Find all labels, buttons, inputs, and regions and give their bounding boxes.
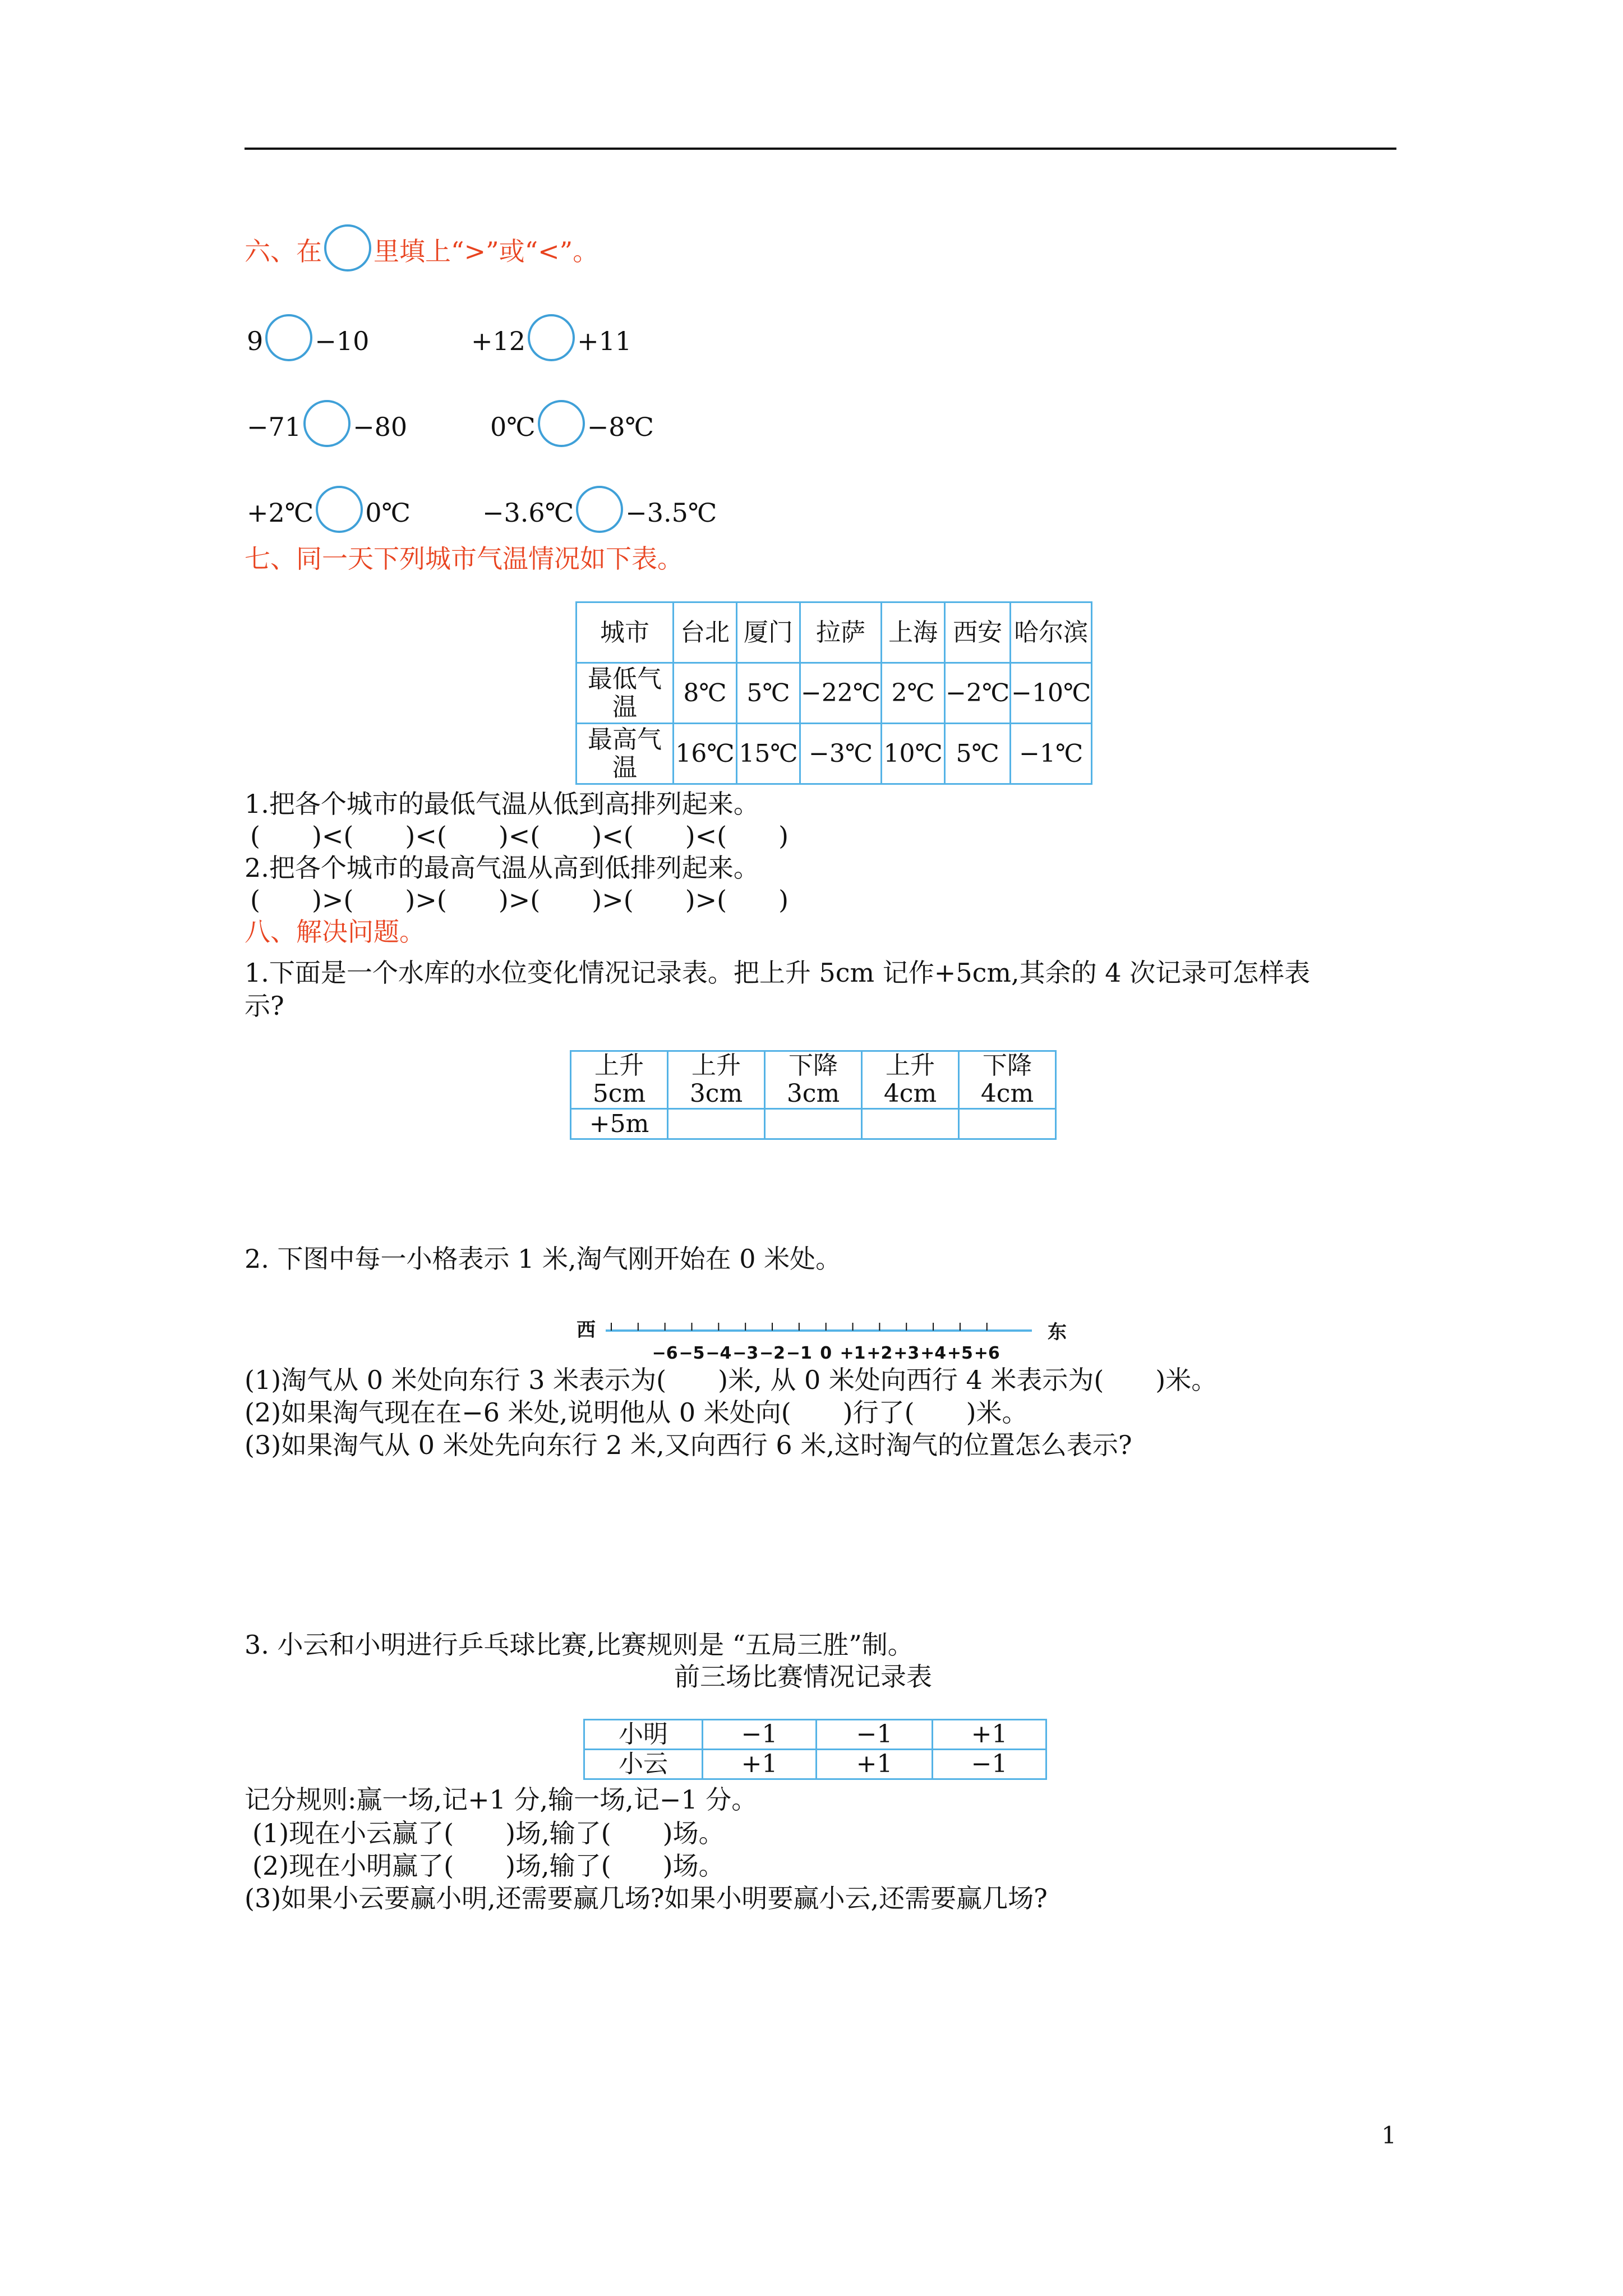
- east-label: 东: [1048, 1321, 1067, 1343]
- compare-value: −3.6℃: [482, 498, 574, 528]
- table-row-label: 最低气温: [577, 663, 674, 724]
- problem3-q1: (1)现在小云赢了( )场,输了( )场。: [252, 1818, 725, 1848]
- tick-label: +6: [974, 1343, 1000, 1363]
- tick-label: −6: [652, 1343, 678, 1363]
- table-cell: −1: [703, 1720, 817, 1750]
- section6-title: [245, 230, 598, 277]
- problem2-q2: (2)如果淘气现在在−6 米处,说明他从 0 米处向( )行了( )米。: [245, 1397, 1028, 1428]
- table-cell: +1: [703, 1750, 817, 1779]
- section6-title-d: ”。: [559, 236, 599, 266]
- match-table: [583, 1719, 1047, 1780]
- table-cell: +1: [817, 1750, 933, 1779]
- table-cell: 上升: [668, 1051, 765, 1080]
- table-header-cell: 上海: [882, 602, 945, 663]
- top-rule: [245, 148, 1396, 150]
- compare-value: −71: [247, 412, 302, 442]
- table-cell: 4cm: [959, 1080, 1056, 1109]
- table-cell: 5cm: [571, 1080, 668, 1109]
- table-cell: 4cm: [862, 1080, 959, 1109]
- table-header-cell: 哈尔滨: [1011, 602, 1092, 663]
- compare-circle-icon[interactable]: [316, 486, 363, 533]
- tick-label: −4: [706, 1343, 732, 1363]
- gt-symbol: >: [464, 236, 486, 266]
- table-cell: −1: [817, 1720, 933, 1750]
- compare-circle-icon[interactable]: [538, 400, 585, 447]
- table-row-label: 小云: [584, 1750, 703, 1779]
- tick-label: +2: [866, 1343, 893, 1363]
- compare-value: −10: [315, 326, 370, 356]
- tick-label: −2: [759, 1343, 786, 1363]
- tick-label: −1: [786, 1343, 812, 1363]
- section6-title-c: ”或“: [486, 236, 538, 266]
- section7-q1: 1.把各个城市的最低气温从低到高排列起来。: [245, 789, 759, 819]
- table-cell: 上升: [862, 1051, 959, 1080]
- table-cell: −2℃: [945, 663, 1011, 724]
- compare-circle-icon[interactable]: [303, 400, 351, 447]
- tick-label: −5: [679, 1343, 705, 1363]
- section7-q2: 2.把各个城市的最高气温从高到低排列起来。: [245, 853, 759, 883]
- temperature-table: [575, 601, 1092, 785]
- tick-label: +3: [893, 1343, 920, 1363]
- answer-cell[interactable]: [862, 1109, 959, 1139]
- section6-title-b: 里填上“: [374, 236, 464, 266]
- table-cell: 5℃: [737, 663, 800, 724]
- section6-title-a: 六、在: [245, 236, 322, 266]
- tick-label: 0: [820, 1343, 832, 1363]
- compare-row-2-left: [247, 406, 407, 453]
- scoring-rule: 记分规则:赢一场,记+1 分,输一场,记−1 分。: [245, 1784, 758, 1815]
- section8-title: 八、解决问题。: [245, 917, 425, 947]
- table-cell: +5m: [571, 1109, 668, 1139]
- problem3-q2: (2)现在小明赢了( )场,输了( )场。: [252, 1851, 725, 1881]
- number-line-ticks: [611, 1323, 1000, 1363]
- problem2-q1: (1)淘气从 0 米处向东行 3 米表示为( )米, 从 0 米处向西行 4 米表示为( )米。: [245, 1365, 1218, 1395]
- table-cell: −10℃: [1011, 663, 1092, 724]
- table-cell: +1: [933, 1720, 1046, 1750]
- west-label: 西: [577, 1319, 596, 1341]
- compare-value: +11: [577, 326, 632, 356]
- compare-row-1-right: [471, 320, 631, 367]
- table-cell: −22℃: [800, 663, 882, 724]
- answer-cell[interactable]: [959, 1109, 1056, 1139]
- water-level-table: [570, 1050, 1057, 1140]
- compare-row-2-right: [490, 406, 654, 453]
- page-number: 1: [1381, 2122, 1396, 2149]
- table-cell: 16℃: [674, 724, 737, 784]
- compare-circle-icon: [324, 224, 371, 272]
- tick-label: −3: [732, 1343, 759, 1363]
- answer-cell[interactable]: [668, 1109, 765, 1139]
- table-cell: 5℃: [945, 724, 1011, 784]
- compare-value: −8℃: [587, 412, 654, 442]
- table-header-cell: 台北: [674, 602, 737, 663]
- table-cell: 下降: [765, 1051, 862, 1080]
- table-cell: 15℃: [737, 724, 800, 784]
- problem1-line2: 示?: [245, 991, 284, 1021]
- compare-value: +12: [471, 326, 526, 356]
- problem3: 3. 小云和小明进行乒乓球比赛,比赛规则是 “五局三胜”制。: [245, 1630, 914, 1660]
- section7-q1-blanks[interactable]: ( )<( )<( )<( )<( )<( ): [250, 821, 789, 851]
- table-cell: 10℃: [882, 724, 945, 784]
- compare-row-1-left: [247, 320, 369, 367]
- table-header-cell: 城市: [577, 602, 674, 663]
- compare-value: 9: [247, 326, 264, 356]
- compare-value: −3.5℃: [625, 498, 717, 528]
- table-cell: −3℃: [800, 724, 882, 784]
- table-header-cell: 厦门: [737, 602, 800, 663]
- table-header-cell: 拉萨: [800, 602, 882, 663]
- compare-circle-icon[interactable]: [265, 314, 312, 361]
- tick-label: +5: [947, 1343, 973, 1363]
- table-cell: 上升: [571, 1051, 668, 1080]
- problem3-caption: 前三场比赛情况记录表: [674, 1662, 932, 1692]
- table-header-cell: 西安: [945, 602, 1011, 663]
- compare-circle-icon[interactable]: [576, 486, 623, 533]
- compare-circle-icon[interactable]: [528, 314, 575, 361]
- section7-title: 七、同一天下列城市气温情况如下表。: [245, 544, 683, 574]
- table-cell: 8℃: [674, 663, 737, 724]
- problem1-line1: 1.下面是一个水库的水位变化情况记录表。把上升 5cm 记作+5cm,其余的 4 次记录可怎样表: [245, 958, 1311, 988]
- compare-row-3-right: [482, 491, 717, 539]
- tick-label: +4: [920, 1343, 947, 1363]
- compare-row-3-left: [247, 491, 411, 539]
- compare-value: −80: [353, 412, 408, 442]
- table-row-label: 最高气温: [577, 724, 674, 784]
- table-cell: 3cm: [668, 1080, 765, 1109]
- tick-label: +1: [840, 1343, 866, 1363]
- answer-cell[interactable]: [765, 1109, 862, 1139]
- compare-value: 0℃: [365, 498, 411, 528]
- compare-value: 0℃: [490, 412, 536, 442]
- table-cell: 下降: [959, 1051, 1056, 1080]
- lt-symbol: <: [538, 236, 560, 266]
- table-cell: 2℃: [882, 663, 945, 724]
- problem2-q3: (3)如果淘气从 0 米处先向东行 2 米,又向西行 6 米,这时淘气的位置怎么表示?: [245, 1430, 1132, 1460]
- table-cell: −1: [933, 1750, 1046, 1779]
- table-cell: 3cm: [765, 1080, 862, 1109]
- problem3-q3: (3)如果小云要赢小明,还需要赢几场?如果小明要赢小云,还需要赢几场?: [245, 1883, 1048, 1913]
- compare-value: +2℃: [247, 498, 314, 528]
- problem2: 2. 下图中每一小格表示 1 米,淘气刚开始在 0 米处。: [245, 1244, 842, 1274]
- table-row-label: 小明: [584, 1720, 703, 1750]
- table-cell: −1℃: [1011, 724, 1092, 784]
- section7-q2-blanks[interactable]: ( )>( )>( )>( )>( )>( ): [250, 885, 789, 915]
